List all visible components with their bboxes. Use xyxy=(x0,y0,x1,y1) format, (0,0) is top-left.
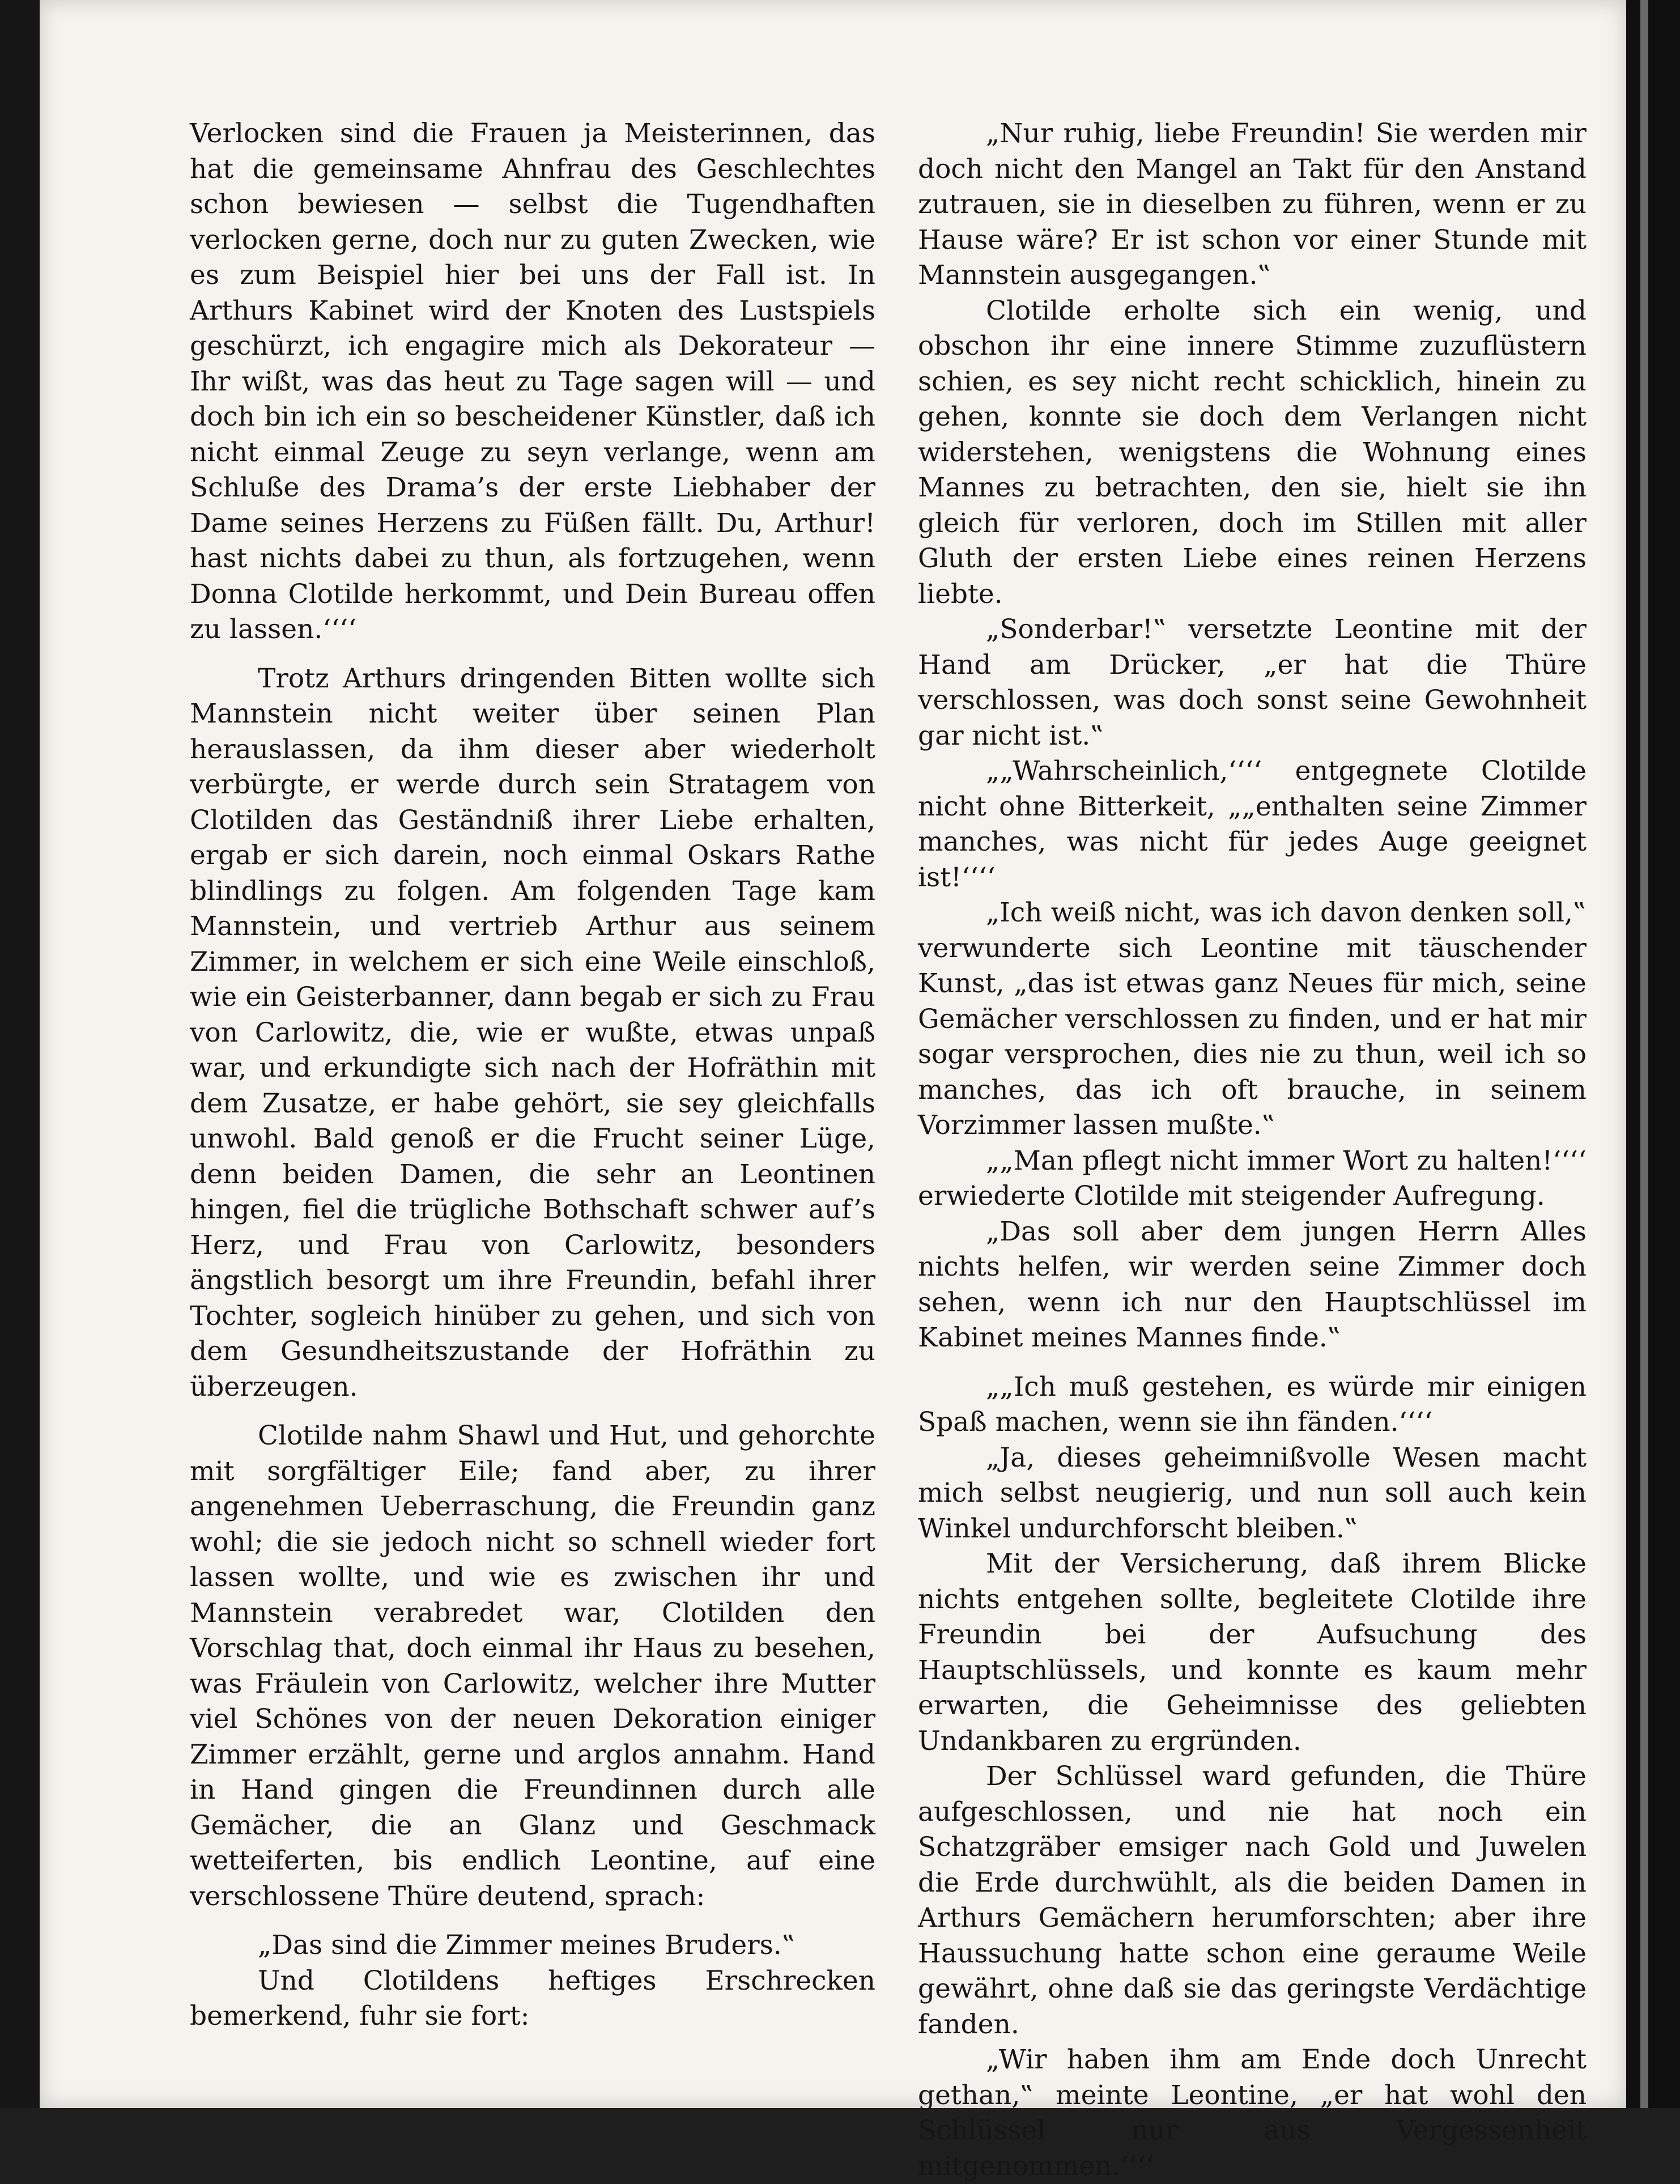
text-column-left xyxy=(190,116,875,2034)
paragraph: Der Schlüssel ward gefunden, die Thüre aufgeschlossen, und nie hat noch ein Schatzgräber emsiger nach Gold und Juwelen die Erde durchwühlt, als die beiden Damen in Arthurs Gemächern herumforschten; aber ihre Haussuchung hatte schon eine geraume Weile gewährt, ohne daß sie das geringste Verdächtige fanden. xyxy=(918,1761,1587,2040)
paragraph: „Wir haben ihm am Ende doch Unrecht gethan,‟ meinte Leontine, „er hat wohl den Schlüssel nur aus Vergessenheit mitgenommen.‘‘‘‘ xyxy=(918,2044,1587,2182)
paragraph: „Ja, dieses geheimnißvolle Wesen macht mich selbst neugierig, und nun soll auch kein Winkel undurchforscht bleiben.‟ xyxy=(918,1442,1587,1544)
scan-border-left xyxy=(0,0,40,2108)
paragraph: Clotilde erholte sich ein wenig, und obschon ihr eine innere Stimme zuzuflüstern schien, es sey nicht recht schicklich, hinein zu gehen, konnte sie doch dem Verlangen nicht widerstehen, wenigstens die Wohnung eines Mannes zu betrachten, den sie, hielt sie ihn gleich für verloren, doch im Stillen mit aller Gluth der ersten Liebe eines reinen Herzens liebte. xyxy=(918,295,1587,610)
paragraph: Clotilde nahm Shawl und Hut, und gehorchte mit sorgfältiger Eile; fand aber, zu ihrer angenehmen Ueberraschung, die Freundin ganz wohl; die sie jedoch nicht so schnell wieder fort lassen wollte, und wie es zwischen ihr und Mannstein verabredet war, Clotilden den Vorschlag that, doch einmal ihr Haus zu besehen, was Fräulein von Carlowitz, welcher ihre Mutter viel Schönes von der neuen Dekoration einiger Zimmer erzählt, gerne und arglos annahm. Hand in Hand gingen die Freundinnen durch alle Gemächer, die an Glanz und Geschmack wetteiferten, bis endlich Leontine, auf eine verschlossene Thüre deutend, sprach: xyxy=(190,1420,875,1912)
paragraph: „„Ich muß gestehen, es würde mir einigen Spaß machen, wenn sie ihn fänden.‘‘‘‘ xyxy=(918,1371,1587,1438)
paragraph: „„Man pflegt nicht immer Wort zu halten!‘‘‘‘ erwiederte Clotilde mit steigender Aufregung. xyxy=(918,1145,1587,1212)
text-column-right xyxy=(918,116,1587,2184)
paragraph: „Das sind die Zimmer meines Bruders.‟ xyxy=(258,1930,796,1961)
paragraph: „Nur ruhig, liebe Freundin! Sie werden mir doch nicht den Mangel an Takt für den Anstand zutrauen, sie in dieselben zu führen, wenn er zu Hause wäre? Er ist schon vor einer Stunde mit Mannstein ausgegangen.‟ xyxy=(918,118,1587,291)
paragraph: Und Clotildens heftiges Erschrecken bemerkend, fuhr sie fort: xyxy=(190,1965,875,2032)
paragraph: Mit der Versicherung, daß ihrem Blicke nichts entgehen sollte, begleitete Clotilde ihre Freundin bei der Aufsuchung des Hauptschlüssels, und konnte es kaum mehr erwarten, die Geheimnisse des geliebten Undankbaren zu ergründen. xyxy=(918,1548,1587,1757)
paragraph: Trotz Arthurs dringenden Bitten wollte sich Mannstein nicht weiter über seinen Plan herauslassen, da ihm dieser aber wiederholt verbürgte, er werde durch sein Stratagem von Clotilden das Geständniß ihrer Liebe erhalten, ergab er sich darein, noch einmal Oskars Rathe blindlings zu folgen. Am folgenden Tage kam Mannstein, und vertrieb Arthur aus seinem Zimmer, in welchem er sich eine Weile einschloß, wie ein Geisterbanner, dann begab er sich zu Frau von Carlowitz, die, wie er wußte, etwas unpaß war, und erkundigte sich nach der Hofräthin mit dem Zusatze, er habe gehört, sie sey gleichfalls unwohl. Bald genoß er die Frucht seiner Lüge, denn beiden Damen, die sehr an Leontinen hingen, fiel die trügliche Bothschaft schwer auf’s Herz, und Frau von Carlowitz, besonders ängstlich besorgt um ihre Freundin, befahl ihrer Tochter, sogleich hinüber zu gehen, und sich von dem Gesundheitszustande der Hofräthin zu überzeugen. xyxy=(190,662,875,1403)
paragraph: „Ich weiß nicht, was ich davon denken soll,‟ verwunderte sich Leontine mit täuschender Kunst, „das ist etwas ganz Neues für mich, seine Gemächer verschlossen zu finden, und er hat mir sogar versprochen, dies nie zu thun, weil ich so manches, das ich oft brauche, in seinem Vorzimmer lassen mußte.‟ xyxy=(918,897,1587,1141)
page-edge-strip xyxy=(1640,0,1648,2108)
paragraph: „Sonderbar!‟ versetzte Leontine mit der Hand am Drücker, „er hat die Thüre verschlossen, was doch sonst seine Gewohnheit gar nicht ist.‟ xyxy=(918,614,1587,751)
paragraph: Verlocken sind die Frauen ja Meisterinnen, das hat die gemeinsame Ahnfrau des Geschlechtes schon bewiesen — selbst die Tugendhaften verlocken gerne, doch nur zu guten Zwecken, wie es zum Beispiel hier bei uns der Fall ist. In Arthurs Kabinet wird der Knoten des Lustspiels geschürzt, ich engagire mich als Dekorateur — Ihr wißt, was das heut zu Tage sagen will — und doch bin ich ein so bescheidener Künstler, daß ich nicht einmal Zeuge zu seyn verlange, wenn am Schluße des Drama’s der erste Liebhaber der Dame seines Herzens zu Füßen fällt. Du, Arthur! hast nichts dabei zu thun, als fortzugehen, wenn Donna Clotilde herkommt, und Dein Bureau offen zu lassen.‘‘‘‘ xyxy=(190,118,875,645)
paragraph: „„Wahrscheinlich,‘‘‘‘ entgegnete Clotilde nicht ohne Bitterkeit, „„enthalten seine Zimmer manches, was nicht für jedes Auge geeignet ist!‘‘‘‘ xyxy=(918,755,1587,893)
paragraph: „Das soll aber dem jungen Herrn Alles nichts helfen, wir werden seine Zimmer doch sehen, wenn ich nur den Hauptschlüssel im Kabinet meines Mannes finde.‟ xyxy=(918,1216,1587,1353)
scan-border-right xyxy=(1626,0,1680,2108)
